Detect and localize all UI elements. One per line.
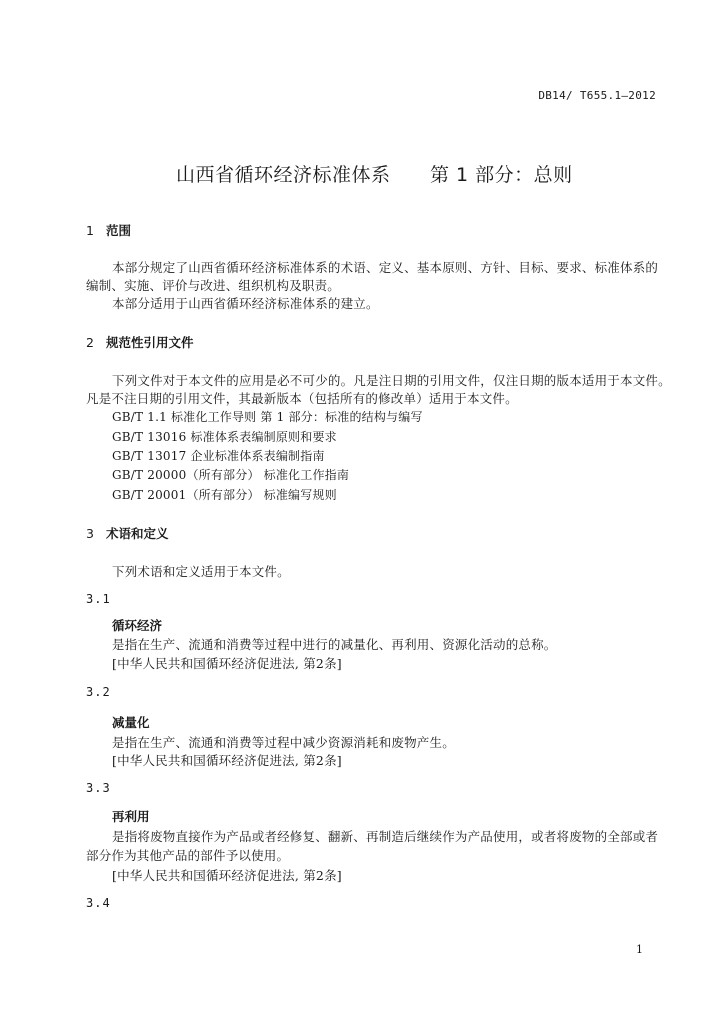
term-definition: 是指将废物直接作为产品或者经修复、翻新、再制造后继续作为产品使用，或者将废物的全部或者 — [112, 829, 659, 844]
normative-reference: GB/T 20001（所有部分） 标准编写规则 — [112, 488, 337, 502]
term-source: [中华人民共和国循环经济促进法, 第2条] — [112, 868, 342, 883]
term-definition: 是指在生产、流通和消费等过程中减少资源消耗和废物产生。 — [112, 735, 455, 750]
section-number: 2 — [86, 335, 94, 350]
term-source: [中华人民共和国循环经济促进法, 第2条] — [112, 656, 342, 671]
term-name: 减量化 — [112, 715, 150, 730]
normative-reference: GB/T 13016 标准体系表编制原则和要求 — [112, 430, 337, 444]
document-part-title: 第 1 部分：总则 — [430, 164, 573, 186]
term-name: 循环经济 — [112, 618, 163, 633]
document-title: 山西省循环经济标准体系 — [176, 164, 391, 186]
section-heading — [86, 333, 194, 351]
term-definition: 是指在生产、流通和消费等过程中进行的减量化、再利用、资源化活动的总称。 — [112, 637, 557, 652]
term-source: [中华人民共和国循环经济促进法, 第2条] — [112, 753, 342, 768]
paragraph-line: 编制、实施、评价与改进、组织机构及职责。 — [86, 278, 341, 293]
section-title: 术语和定义 — [106, 526, 169, 541]
page-number: 1 — [636, 943, 643, 956]
normative-reference: GB/T 20000（所有部分） 标准化工作指南 — [112, 468, 350, 482]
normative-reference: GB/T 13017 企业标准体系表编制指南 — [112, 449, 325, 463]
section-number: 3 — [86, 526, 94, 541]
section-heading — [86, 524, 169, 542]
document-code: DB14/ T655.1—2012 — [538, 89, 656, 102]
paragraph-line: 凡是不注日期的引用文件，其最新版本（包括所有的修改单）适用于本文件。 — [86, 391, 518, 406]
section-title: 规范性引用文件 — [106, 335, 194, 350]
paragraph-line: 下列术语和定义适用于本文件。 — [112, 564, 290, 579]
section-number: 1 — [86, 223, 94, 238]
paragraph-line: 下列文件对于本文件的应用是必不可少的。凡是注日期的引用文件，仅注日期的版本适用于本文件。 — [112, 373, 671, 388]
section-title: 范围 — [106, 223, 132, 238]
section-heading — [86, 221, 131, 239]
term-definition: 部分作为其他产品的部件予以使用。 — [86, 848, 290, 863]
paragraph-line: 本部分规定了山西省循环经济标准体系的术语、定义、基本原则、方针、目标、要求、标准体系的 — [112, 260, 659, 275]
term-number: 3.2 — [86, 685, 111, 699]
paragraph-line: 本部分适用于山西省循环经济标准体系的建立。 — [112, 296, 379, 311]
normative-reference: GB/T 1.1 标准化工作导则 第 1 部分：标准的结构与编写 — [112, 410, 423, 424]
term-name: 再利用 — [112, 809, 150, 824]
term-number: 3.3 — [86, 781, 111, 795]
term-number: 3.1 — [86, 592, 111, 606]
term-number: 3.4 — [86, 896, 111, 910]
